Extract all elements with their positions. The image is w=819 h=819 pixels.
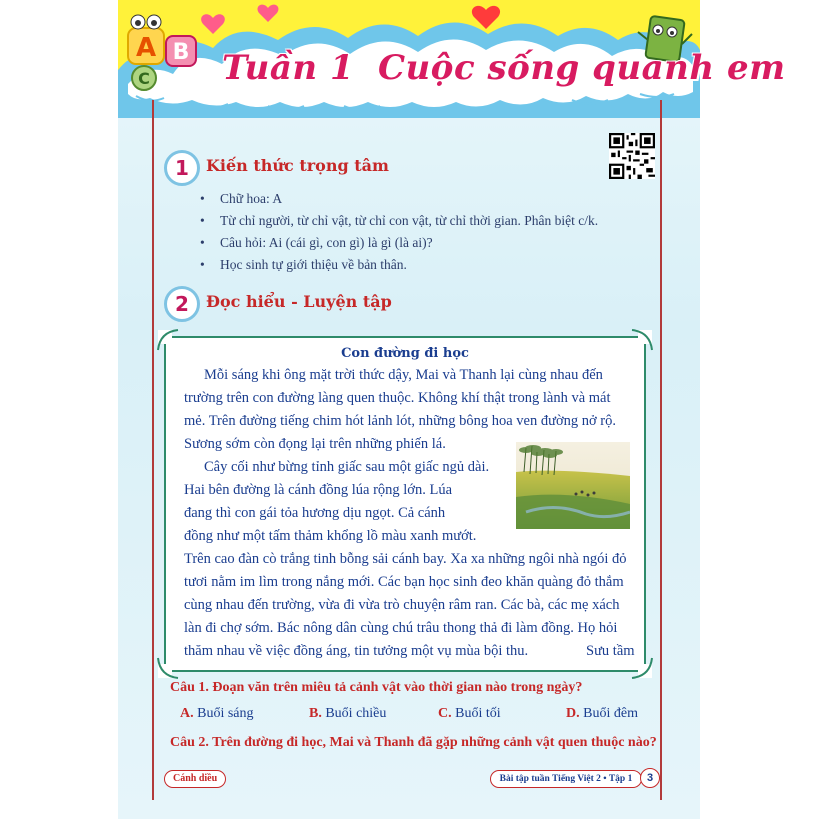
passage-line: đang thì con gái tỏa hương dịu ngọt. Cả cánh — [184, 505, 446, 521]
list-item: • Học sinh tự giới thiệu về bản thân. — [200, 254, 598, 276]
passage-line: tươi nằm im lìm trong nắng mới. Các bạn học sinh đeo khăn quàng đỏ thắm — [184, 574, 624, 590]
page-number: 3 — [640, 768, 660, 788]
answer-option-d[interactable] — [566, 706, 638, 722]
passage-line: Mỗi sáng khi ông mặt trời thức dậy, Mai và Thanh lại cùng nhau đến — [204, 367, 603, 383]
passage-line: cùng nhau đến trường, vừa đi vừa trò chuyện râm ran. Các bà, các mẹ xách — [184, 597, 620, 613]
list-item: • Chữ hoa: A — [200, 188, 598, 210]
passage-line: Cây cối như bừng tỉnh giấc sau một giấc ngủ dài. — [204, 459, 490, 475]
passage-line: trường trên con đường làng quen thuộc. Không khí thật trong lành và mát — [184, 390, 611, 406]
list-item: • Câu hỏi: Ai (cái gì, con gì) là gì (là ai)? — [200, 232, 598, 254]
option-letter: A. — [180, 706, 194, 721]
passage-line: thăm nhau về việc đồng áng, tin tưởng một vụ mùa bội thu. — [184, 643, 529, 659]
section-2-number: 2 — [164, 286, 200, 322]
qr-code-icon — [609, 133, 655, 179]
svg-text:B: B — [172, 40, 190, 65]
key-knowledge-list — [200, 188, 598, 276]
list-item: • Từ chỉ người, từ chỉ vật, từ chỉ con vật, từ chỉ thời gian. Phân biệt c/k. — [200, 210, 598, 232]
passage-line: Trên cao đàn cò trắng tinh bỗng sải cánh bay. Xa xa những ngôi nhà ngói đỏ — [184, 551, 627, 567]
question-1: Câu 1. Đoạn văn trên miêu tả cảnh vật vào thời gian nào trong ngày? — [170, 680, 583, 695]
passage-line: đồng như một tấm thảm khổng lồ màu xanh mướt. — [184, 528, 477, 544]
answer-option-a[interactable] — [180, 706, 254, 722]
rice-field-painting — [516, 442, 630, 529]
passage-line: mẻ. Trên đường tiếng chim hót lảnh lót, những bông hoa ven đường nở rộ. — [184, 413, 617, 429]
svg-text:C: C — [138, 69, 150, 88]
book-title-badge: Bài tập tuần Tiếng Việt 2 • Tập 1 — [490, 770, 642, 788]
answer-option-b[interactable] — [309, 706, 386, 722]
section-2-title: Đọc hiểu - Luyện tập — [206, 292, 392, 311]
passage-line: làn đi chợ sớm. Bác nông dân cùng chú trâu thong thả đi làm đồng. Họ hỏi — [184, 620, 618, 636]
svg-text:A: A — [135, 33, 157, 63]
series-badge: Cánh diều — [164, 770, 226, 788]
option-letter: D. — [566, 706, 580, 721]
option-text: Buổi tối — [455, 706, 501, 721]
answer-option-c[interactable] — [438, 706, 501, 722]
option-text: Buổi đêm — [583, 706, 638, 721]
option-text: Buổi chiều — [325, 706, 387, 721]
option-letter: B. — [309, 706, 322, 721]
option-letter: C. — [438, 706, 452, 721]
theme-title: Cuộc sống quanh em — [378, 48, 786, 88]
passage-line: Sương sớm còn đọng lại trên những phiến lá. — [184, 436, 446, 452]
passage-title: Con đường đi học — [341, 346, 469, 361]
passage-line: Hai bên đường là cánh đồng lúa rộng lớn. Lúa — [184, 482, 453, 498]
section-1-title: Kiến thức trọng tâm — [206, 156, 389, 175]
option-text: Buổi sáng — [197, 706, 254, 721]
question-2: Câu 2. Trên đường đi học, Mai và Thanh đã gặp những cảnh vật quen thuộc nào? — [170, 735, 657, 750]
week-title: Tuần 1 — [222, 48, 355, 88]
passage-source: Sưu tầm — [586, 643, 635, 659]
section-1-number: 1 — [164, 150, 200, 186]
reading-passage-box — [164, 336, 646, 672]
